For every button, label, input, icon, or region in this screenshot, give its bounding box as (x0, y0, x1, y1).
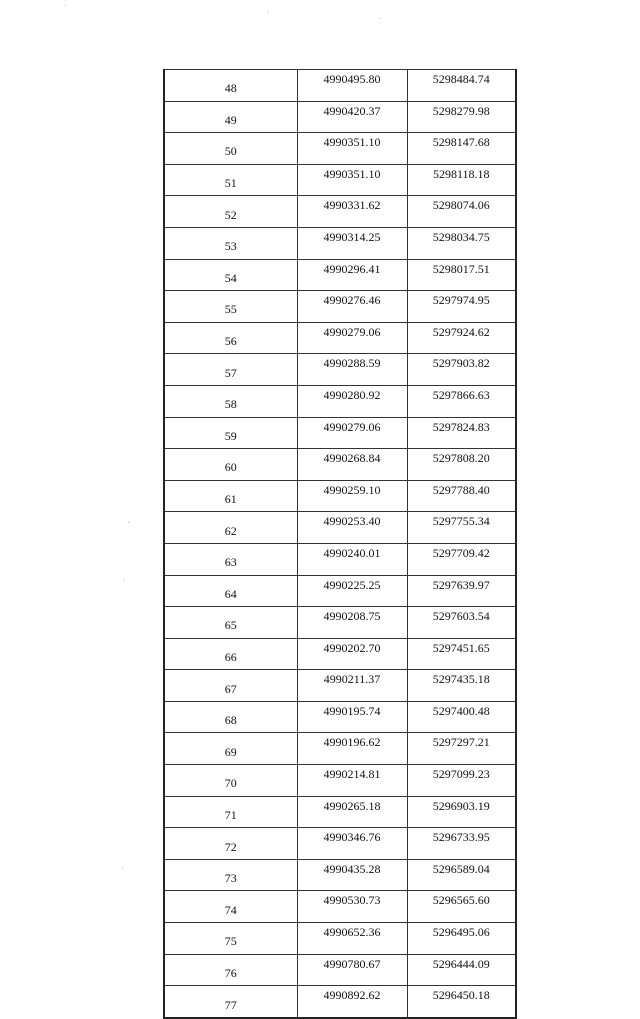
scan-speck (124, 580, 125, 581)
table-row (164, 354, 516, 386)
table-row (164, 891, 516, 923)
y-coordinate-cell: 5297400.48 (407, 701, 516, 733)
point-number-cell: 56 (164, 322, 297, 354)
point-number-cell: 50 (164, 133, 297, 165)
x-coordinate-cell: 4990253.40 (297, 512, 407, 544)
x-coordinate-cell: 4990196.62 (297, 733, 407, 765)
table-row (164, 196, 516, 228)
x-coordinate-cell: 4990208.75 (297, 607, 407, 639)
x-coordinate-cell: 4990202.70 (297, 638, 407, 670)
point-number-cell: 54 (164, 259, 297, 291)
table-row (164, 828, 516, 860)
point-number-cell: 73 (164, 859, 297, 891)
table-row (164, 733, 516, 765)
point-number-cell: 65 (164, 607, 297, 639)
table-row (164, 322, 516, 354)
y-coordinate-cell: 5297788.40 (407, 480, 516, 512)
scan-speck (122, 867, 123, 868)
point-number-cell: 64 (164, 575, 297, 607)
y-coordinate-cell: 5298074.06 (407, 196, 516, 228)
y-coordinate-cell: 5297297.21 (407, 733, 516, 765)
point-number-cell: 62 (164, 512, 297, 544)
y-coordinate-cell: 5297903.82 (407, 354, 516, 386)
table-row (164, 70, 516, 102)
table-row (164, 923, 516, 955)
x-coordinate-cell: 4990420.37 (297, 101, 407, 133)
table-row (164, 765, 516, 797)
x-coordinate-cell: 4990195.74 (297, 701, 407, 733)
table-row (164, 480, 516, 512)
point-number-cell: 57 (164, 354, 297, 386)
y-coordinate-cell: 5297099.23 (407, 765, 516, 797)
y-coordinate-cell: 5297974.95 (407, 291, 516, 323)
scan-speck (65, 5, 66, 6)
y-coordinate-cell: 5297435.18 (407, 670, 516, 702)
y-coordinate-cell: 5298034.75 (407, 227, 516, 259)
x-coordinate-cell: 4990280.92 (297, 385, 407, 417)
point-number-cell: 60 (164, 449, 297, 481)
y-coordinate-cell: 5297603.54 (407, 607, 516, 639)
x-coordinate-cell: 4990435.28 (297, 859, 407, 891)
point-number-cell: 51 (164, 164, 297, 196)
y-coordinate-cell: 5297451.65 (407, 638, 516, 670)
table-row (164, 796, 516, 828)
y-coordinate-cell: 5298147.68 (407, 133, 516, 165)
point-number-cell: 70 (164, 765, 297, 797)
point-number-cell: 53 (164, 227, 297, 259)
x-coordinate-cell: 4990296.41 (297, 259, 407, 291)
x-coordinate-cell: 4990225.25 (297, 575, 407, 607)
x-coordinate-cell: 4990331.62 (297, 196, 407, 228)
y-coordinate-cell: 5296495.06 (407, 923, 516, 955)
coordinates-table-body (164, 70, 516, 1018)
x-coordinate-cell: 4990346.76 (297, 828, 407, 860)
point-number-cell: 74 (164, 891, 297, 923)
table-row (164, 101, 516, 133)
y-coordinate-cell: 5297755.34 (407, 512, 516, 544)
table-row (164, 449, 516, 481)
point-number-cell: 66 (164, 638, 297, 670)
point-number-cell: 72 (164, 828, 297, 860)
x-coordinate-cell: 4990279.06 (297, 417, 407, 449)
table-row (164, 227, 516, 259)
y-coordinate-cell: 5297709.42 (407, 543, 516, 575)
coordinates-table (163, 69, 517, 1019)
table-row (164, 859, 516, 891)
point-number-cell: 76 (164, 954, 297, 986)
x-coordinate-cell: 4990780.67 (297, 954, 407, 986)
point-number-cell: 63 (164, 543, 297, 575)
scan-speck (380, 18, 381, 19)
y-coordinate-cell: 5297824.83 (407, 417, 516, 449)
y-coordinate-cell: 5296565.60 (407, 891, 516, 923)
point-number-cell: 59 (164, 417, 297, 449)
point-number-cell: 49 (164, 101, 297, 133)
y-coordinate-cell: 5296903.19 (407, 796, 516, 828)
x-coordinate-cell: 4990652.36 (297, 923, 407, 955)
x-coordinate-cell: 4990214.81 (297, 765, 407, 797)
x-coordinate-cell: 4990351.10 (297, 164, 407, 196)
y-coordinate-cell: 5296733.95 (407, 828, 516, 860)
table-row (164, 701, 516, 733)
x-coordinate-cell: 4990268.84 (297, 449, 407, 481)
table-row (164, 543, 516, 575)
y-coordinate-cell: 5296589.04 (407, 859, 516, 891)
table-row (164, 259, 516, 291)
y-coordinate-cell: 5297866.63 (407, 385, 516, 417)
point-number-cell: 48 (164, 70, 297, 102)
table-row (164, 638, 516, 670)
point-number-cell: 71 (164, 796, 297, 828)
point-number-cell: 67 (164, 670, 297, 702)
y-coordinate-cell: 5297808.20 (407, 449, 516, 481)
x-coordinate-cell: 4990314.25 (297, 227, 407, 259)
y-coordinate-cell: 5297924.62 (407, 322, 516, 354)
x-coordinate-cell: 4990495.80 (297, 70, 407, 102)
point-number-cell: 68 (164, 701, 297, 733)
point-number-cell: 77 (164, 986, 297, 1018)
point-number-cell: 75 (164, 923, 297, 955)
y-coordinate-cell: 5298118.18 (407, 164, 516, 196)
table-row (164, 291, 516, 323)
x-coordinate-cell: 4990351.10 (297, 133, 407, 165)
table-row (164, 385, 516, 417)
table-row (164, 986, 516, 1018)
table-row (164, 417, 516, 449)
y-coordinate-cell: 5298017.51 (407, 259, 516, 291)
scan-speck (268, 12, 269, 13)
x-coordinate-cell: 4990892.62 (297, 986, 407, 1018)
point-number-cell: 52 (164, 196, 297, 228)
point-number-cell: 58 (164, 385, 297, 417)
table-row (164, 164, 516, 196)
table-row (164, 575, 516, 607)
y-coordinate-cell: 5296444.09 (407, 954, 516, 986)
x-coordinate-cell: 4990530.73 (297, 891, 407, 923)
table-row (164, 954, 516, 986)
y-coordinate-cell: 5297639.97 (407, 575, 516, 607)
table-row (164, 133, 516, 165)
point-number-cell: 69 (164, 733, 297, 765)
table-row (164, 607, 516, 639)
table-row (164, 670, 516, 702)
x-coordinate-cell: 4990288.59 (297, 354, 407, 386)
x-coordinate-cell: 4990259.10 (297, 480, 407, 512)
table-row (164, 512, 516, 544)
x-coordinate-cell: 4990265.18 (297, 796, 407, 828)
x-coordinate-cell: 4990279.06 (297, 322, 407, 354)
x-coordinate-cell: 4990211.37 (297, 670, 407, 702)
y-coordinate-cell: 5298484.74 (407, 70, 516, 102)
point-number-cell: 55 (164, 291, 297, 323)
x-coordinate-cell: 4990240.01 (297, 543, 407, 575)
y-coordinate-cell: 5296450.18 (407, 986, 516, 1018)
scan-speck (128, 522, 129, 523)
x-coordinate-cell: 4990276.46 (297, 291, 407, 323)
point-number-cell: 61 (164, 480, 297, 512)
y-coordinate-cell: 5298279.98 (407, 101, 516, 133)
